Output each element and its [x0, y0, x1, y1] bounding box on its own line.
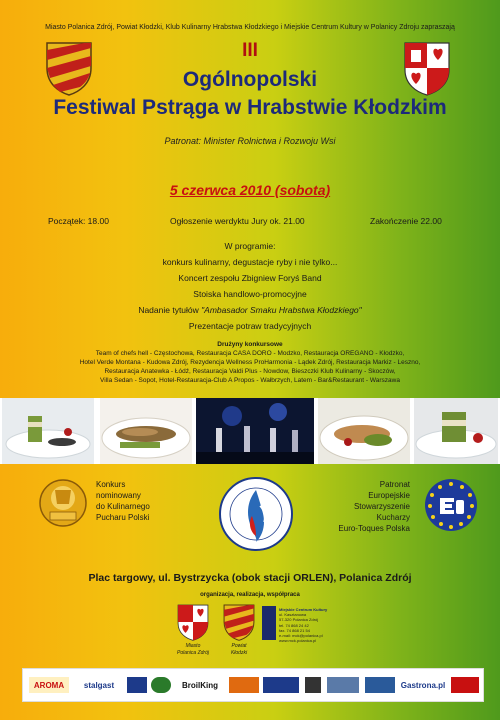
team-line: Team of chefs hell - Częstochowa, Restauracja CASA DORO - Modzko, Restauracja OREGANO - Kłodzko,: [95, 350, 405, 357]
festival-title-line2: Festiwal Pstrąga w Hrabstwie Kłodzkim: [53, 96, 447, 119]
sponsor-logo: [151, 677, 171, 693]
sponsor-logo: Gastrona.pl: [401, 680, 445, 690]
trout-festival-logo-icon: [218, 476, 294, 552]
event-date: 5 czerwca 2010 (sobota): [169, 182, 331, 198]
sponsor-logo: [263, 677, 299, 693]
program-item: Prezentacje potraw tradycyjnych: [188, 321, 312, 331]
city-crest-label: [170, 643, 216, 657]
sponsor-logo: [305, 677, 321, 693]
verdict-time: Ogłoszenie werdyktu Jury ok. 21.00: [170, 216, 305, 226]
festival-edition: III: [242, 40, 258, 61]
contact-line: e-mail: mck@polanica.pl: [279, 633, 323, 639]
contact-line: ul. Kasztanowa: [279, 612, 307, 618]
sponsor-logo: AROMA: [29, 677, 69, 693]
nomination-line: nominowany: [96, 491, 141, 500]
patronage-line: Euro-Toques Polska: [338, 524, 410, 533]
county-crest-label: [216, 643, 262, 657]
photo-strip: [0, 398, 500, 464]
team-line: Hotel Verde Montana - Kudowa Zdrój, Rezydencja Wellness ProHarmonia - Lądek Zdrój, Restauracja Markiz - Leszno,: [79, 359, 421, 366]
sponsor-logo: [127, 677, 147, 693]
dish-photo: [318, 398, 410, 464]
nomination-line: Konkurs: [96, 480, 126, 489]
euro-toques-patronage: [318, 479, 410, 534]
program-item: Koncert zespołu Zbigniew Foryś Band: [178, 273, 322, 283]
end-time: Zakończenie 22.00: [370, 216, 442, 226]
klodzko-small-crest-icon: [222, 603, 256, 641]
dish-photo: [100, 398, 192, 464]
patronage-line: Kucharzy: [376, 513, 410, 522]
team-line: Villa Sedan - Sopot, Hotel-Restauracja-Club A Propos - Wałbrzych, Latem - Bar&Restaurant - Warszawa: [100, 377, 400, 384]
program-item: Stoiska handlowo-promocyjne: [193, 289, 307, 299]
teams-heading: Drużyny konkursowe: [217, 341, 283, 348]
contact-line: www.mck.polanica.pl: [279, 638, 317, 644]
sponsor-logo: [451, 677, 479, 693]
crest-label-line: Polanica Zdrój: [177, 650, 209, 656]
program-heading: W programie:: [224, 241, 276, 251]
contact-line: tel. 74 868 24 42: [279, 622, 309, 628]
contact-line: fax. 74 868 21 54: [279, 627, 310, 633]
sponsor-logo: [365, 677, 395, 693]
program-item-prefix: Nadanie tytułów: [138, 305, 202, 315]
program-item: konkurs kulinarny, degustacje ryby i nie tylko...: [162, 257, 338, 267]
sponsor-logo: [229, 677, 259, 693]
euro-toques-logo-icon: [424, 478, 478, 532]
patronage-text: Patronat: Minister Rolnictwa i Rozwoju Wsi: [164, 136, 336, 146]
culture-center-logo-icon: [262, 606, 276, 640]
culture-center-contact: [279, 607, 327, 643]
event-location: Plac targowy, ul. Bystrzycka (obok stacji ORLEN), Polanica Zdrój: [88, 572, 412, 584]
nomination-line: do Kulinarnego: [96, 502, 150, 511]
invitation-line: Miasto Polanica Zdrój, Powiat Kłodzki, Klub Kulinarny Hrabstwa Kłodzkiego i Miejskie Centrum Kultury w Polanicy Zdroju zapraszają: [45, 24, 455, 31]
contact-heading: Miejskie Centrum Kultury: [279, 607, 328, 612]
crest-label-line: Kłodzki: [230, 650, 248, 656]
organizers-heading: organizacja, realizacja, współpraca: [200, 592, 300, 598]
sponsors-strip: [22, 668, 484, 702]
dish-photo: [414, 398, 498, 464]
festival-title-line1: Ogólnopolski: [182, 68, 318, 91]
patronage-line: Patronat: [379, 480, 410, 489]
polanica-small-crest-icon: [176, 603, 210, 641]
concert-photo: [196, 398, 314, 464]
patronage-line: Europejskie: [368, 491, 410, 500]
ambassador-title: "Ambasador Smaku Hrabstwa Kłodzkiego": [201, 305, 362, 315]
sponsor-logo: [327, 677, 359, 693]
sponsor-logo: BroilKing: [182, 680, 218, 690]
contest-nomination: [96, 479, 150, 523]
contact-line: 57-320 Polanica Zdrój: [279, 617, 319, 623]
crest-label-line: Powiat: [231, 643, 247, 649]
sponsor-logo: stalgast: [83, 680, 115, 690]
dish-photo: [2, 398, 94, 464]
nomination-line: Pucharu Polski: [96, 513, 150, 522]
start-time: Początek: 18.00: [48, 216, 109, 226]
patronage-line: Stowarzyszenie: [353, 502, 410, 511]
crest-label-line: Miasto: [185, 643, 201, 649]
culinary-cup-medal-icon: [38, 478, 88, 528]
team-line: Restauracja Anatewka - Łódź, Restauracja Valdi Plus - Nowdow, Bieszczki Klub Kulinarny - Skoczów,: [104, 368, 396, 375]
program-item: [0, 305, 500, 315]
